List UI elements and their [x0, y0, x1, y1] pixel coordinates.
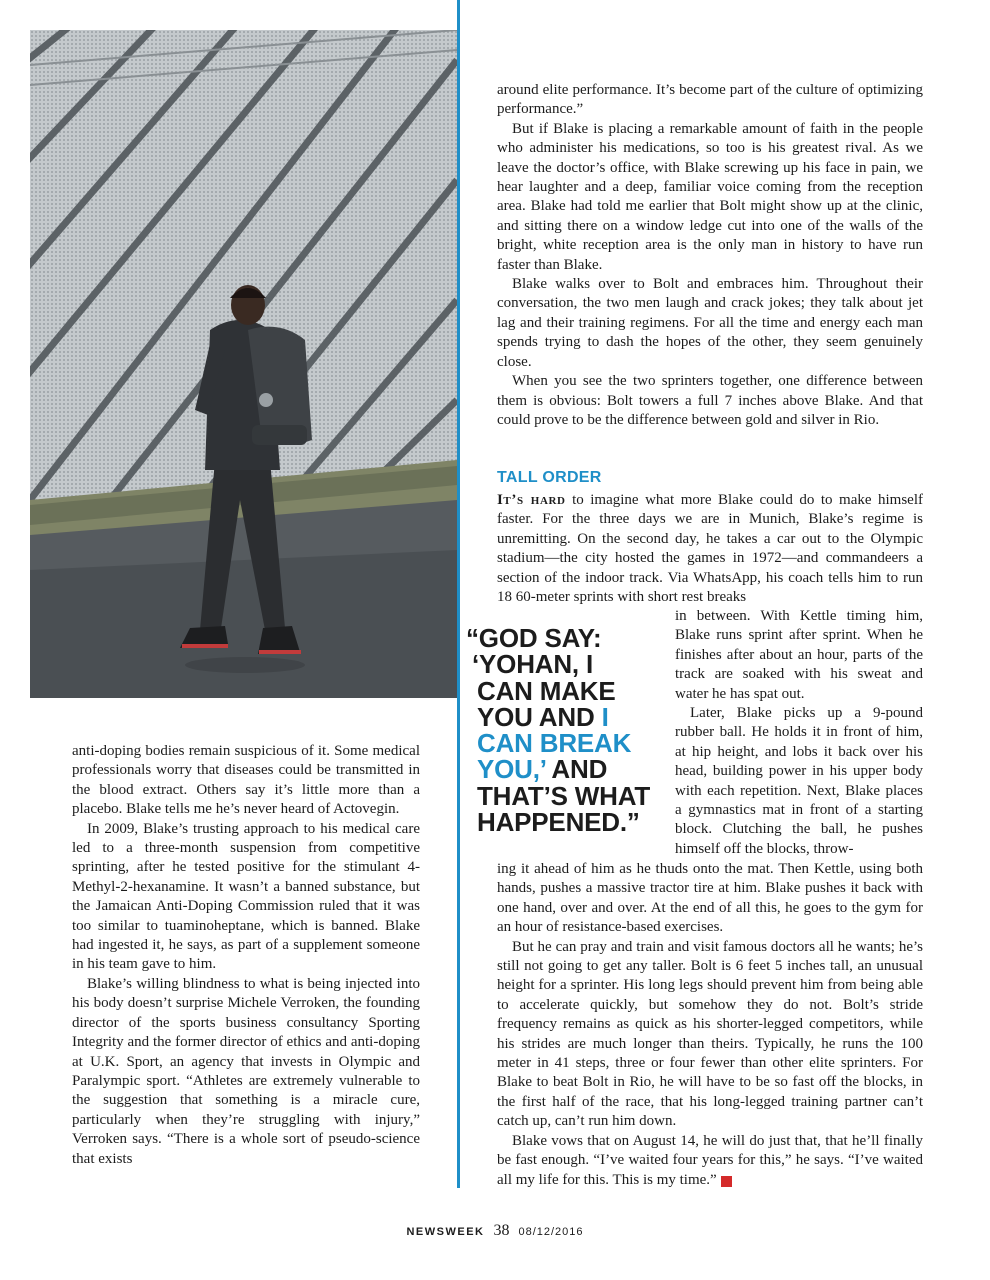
right-column-narrow [675, 607, 923, 859]
publication-name: NEWSWEEK [406, 1226, 485, 1238]
right-column-section [497, 468, 923, 607]
pull-quote-line: ‘YOHAN, I [472, 649, 593, 680]
pull-quote-highlight: I [601, 701, 609, 732]
body-paragraph: anti-doping bodies remain suspicious of it. Some medical professionals worry that diseases could be transmitted in the blood extract. Others say it’s little more than a placebo. Blake tells me he’s never heard of Actovegin. [72, 743, 420, 818]
pull-quote-line: HAPPENED.” [477, 807, 640, 838]
body-paragraph: Later, Blake picks up a 9-pound rubber ball. He holds it in front of him, at hip height, and lobs it back over his head, building power in his upper body with each repetition. Next, Blake places a gymnastics mat in front of a starting block. Clutching the ball, he pushes himself off the blocks, throw- [675, 705, 923, 857]
pull-quote-line [466, 754, 666, 785]
pull-quote-line: CAN BREAK [477, 728, 632, 759]
lead-paragraph-text: to imagine what more Blake could do to make himself faster. For the three days we are in Munich, Blake’s regime is unremitting. On the second day, he takes a car out to the Olympic stadium—the city hosted the games in 1972—and commandeers a section of the indoor track. Via WhatsApp, his coach tells him to run 18 60-meter sprints with short rest breaks [497, 492, 923, 606]
body-paragraph: In 2009, Blake’s trusting approach to his medical care led to a three-month suspension from competitive sprinting, after he tested positive for the stimulant 4-Methyl-2-hexanamine. It wasn’t a banned substance, but the Jamaican Anti-Doping Commission ruled that it was too similar to tuaminoheptane, which is banned. Blake had ingested it, he says, as part of a supplement someone in his team gave to him. [72, 820, 420, 973]
pull-quote-text: YOU AND [477, 701, 602, 732]
section-heading: TALL ORDER [497, 469, 602, 486]
photo-illustration [30, 30, 457, 698]
pull-quote-line: “GOD SAY: [466, 623, 602, 653]
body-paragraph: in between. With Kettle timing him, Blake runs sprint after sprint. When he finishes after about an hour, parts of the track are soaked with his sweat and water he has spat out. [675, 608, 923, 702]
page-footer [0, 1222, 990, 1240]
pull-quote-line: CAN MAKE [477, 675, 616, 706]
closing-text: Blake vows that on August 14, he will do just that, that he’ll finally be fast enough. “I’ve waited four years for this,” he says. “I’ve waited all my life for this. This is my time.” [497, 1132, 923, 1188]
body-paragraph: around elite performance. It’s become part of the culture of optimizing performance.” [497, 82, 923, 118]
lead-in: It’s hard [497, 492, 566, 508]
right-column-top [497, 81, 923, 430]
body-paragraph: ing it ahead of him as he thuds onto the mat. Then Kettle, using both hands, pushes a massive tractor tire at him. Blake pushes it back with one hand, over and over. At the end of all this, he goes to the gym for an hour of resistance-based exercises. [497, 861, 923, 936]
right-column-bottom [497, 860, 923, 1190]
body-paragraph: But if Blake is placing a remarkable amount of faith in the people who administer his medications, so too is his greatest rival. As we leave the doctor’s office, with Blake screwing up his face in pain, we hear laughter and a deep, familiar voice coming from the reception area. Blake had told me earlier that Bolt might show up at the clinic, and sitting there on a window ledge cut into one of the walls of the bright, white reception area is the only man in history to have run faster than Blake. [497, 120, 923, 273]
body-paragraph: Blake’s willing blindness to what is being injected into his body doesn’t surprise Michele Verroken, the founding director of the sports business consultancy Sporting Integrity and the former director of ethics and anti-doping at U.K. Sport, an agency that invests in Olympic and Paralympic sport. “Athletes are extremely vulnerable to the suggestion that something is a miracle cure, particularly when they’re struggling with injury,” Verroken says. “There is a whole sort of pseudo-science that exists [72, 975, 420, 1167]
end-mark-icon: N [721, 1176, 732, 1187]
pull-quote [466, 623, 666, 838]
body-paragraph: Blake walks over to Bolt and embraces him. Throughout their conversation, the two men laugh and crack jokes; they talk about jet lag and their training regimens. For all the time and energy each man spends trying to dash the hopes of the other, they seem genuinely close. [497, 276, 923, 370]
pull-quote-highlight: YOU,’ [477, 754, 546, 785]
photo-sprinter-walking-by-stadium [30, 30, 457, 698]
body-paragraph: When you see the two sprinters together, one difference between them is obvious: Bolt towers a full 7 inches above Blake. And that could prove to be the difference between gold and silver in Rio. [497, 373, 923, 428]
body-paragraph [497, 491, 923, 607]
page-number: 38 [493, 1222, 510, 1239]
column-rule [457, 0, 460, 1188]
pull-quote-line: THAT’S WHAT [477, 780, 651, 811]
body-paragraph: But he can pray and train and visit famous doctors all he wants; he’s still not going to get any taller. Bolt is 6 feet 5 inches tall, an unusual height for a sprinter. His long legs should prevent him from being able to accelerate quickly, but somehow they do not. Bolt’s stride frequency remains as quick as his shorter-legged competitors, while his strides are much longer than theirs. Typically, he runs the 100 meter in 41 steps, three or four fewer than other elite sprinters. For Blake to beat Bolt in Rio, he will have to be so fast off the blocks, in the first half of the race, that his long-legged training partner can’t catch up, can’t run him down. [497, 938, 923, 1130]
left-column [72, 742, 420, 1169]
pull-quote-text: AND [545, 754, 608, 785]
pull-quote-line [466, 701, 666, 732]
issue-date: 08/12/2016 [518, 1226, 584, 1238]
body-paragraph [497, 1132, 923, 1190]
